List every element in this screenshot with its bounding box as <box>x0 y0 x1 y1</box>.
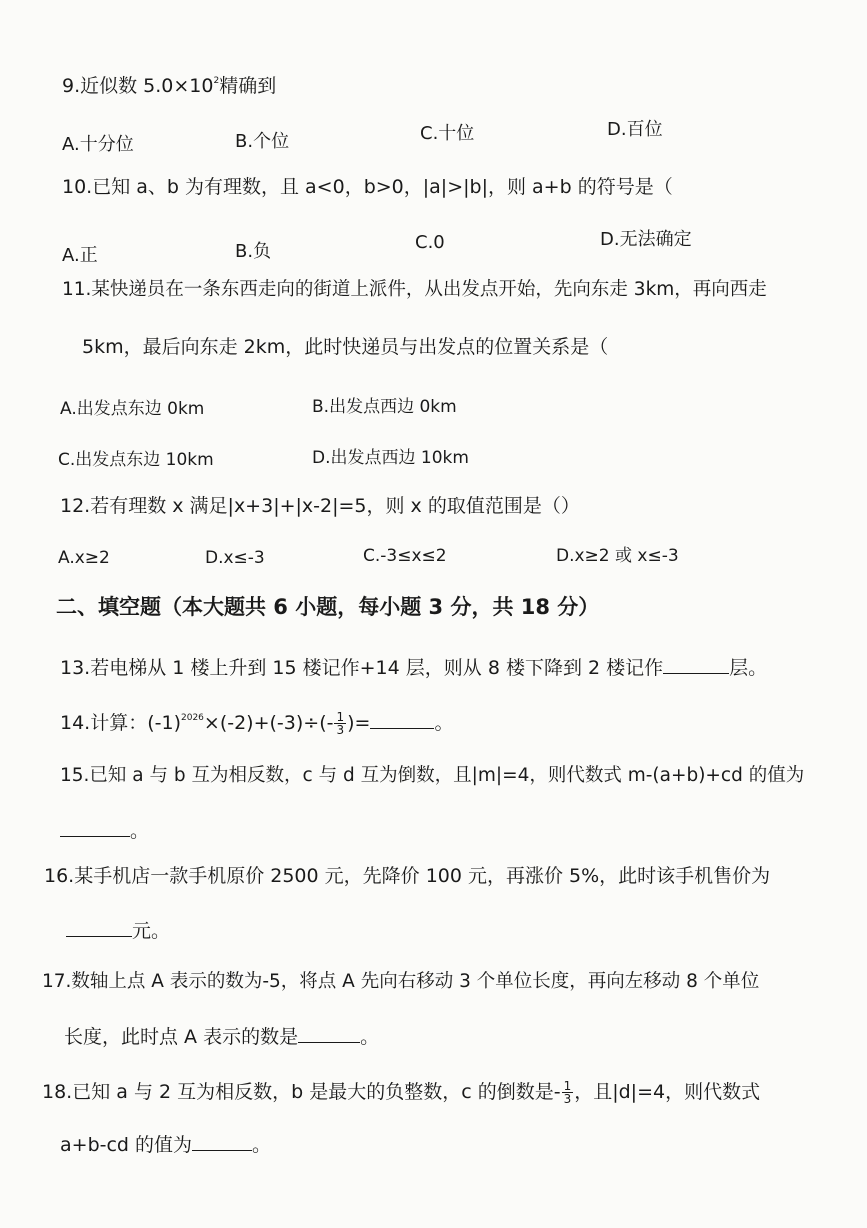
q14-fraction <box>334 711 346 736</box>
q9-option-c: C.十位 <box>420 123 475 144</box>
q18-fraction-numerator: 1 <box>563 1079 572 1093</box>
q14-exponent: 2026 <box>181 713 204 723</box>
q12-option-a: A.x≥2 <box>58 548 110 568</box>
q14-mid: ×(-2)+(-3)÷(- <box>203 712 334 734</box>
q17-answer-blank[interactable] <box>298 1024 360 1043</box>
q9-exponent: 2 <box>213 76 220 86</box>
q14-answer-blank[interactable] <box>370 710 434 729</box>
question-17-line-1: 17.数轴上点 A 表示的数为-5，将点 A 先向右移动 3 个单位长度，再向左移动 8 个单位 <box>42 971 760 992</box>
q16-tail: 元。 <box>132 920 171 942</box>
q16-answer-blank[interactable] <box>66 918 132 937</box>
question-18-line-2 <box>60 1132 271 1156</box>
q12-option-d: D.x≥2 或 x≤-3 <box>556 546 679 566</box>
q18-answer-blank[interactable] <box>192 1132 252 1151</box>
question-11-line-2: 5km，最后向东走 2km，此时快递员与出发点的位置关系是（ <box>82 336 609 358</box>
q17-tail: 。 <box>360 1026 380 1048</box>
question-16-line-1: 16.某手机店一款手机原价 2500 元，先降价 100 元，再涨价 5%，此时该手机售价为 <box>44 865 771 887</box>
question-12-stem: 12.若有理数 x 满足|x+3|+|x-2|=5，则 x 的取值范围是（） <box>60 495 580 517</box>
question-13 <box>60 655 767 679</box>
section-2-heading: 二、填空题（本大题共 6 小题，每小题 3 分，共 18 分） <box>56 595 600 619</box>
q10-option-a: A.正 <box>62 245 98 266</box>
q18-line-1-tail: ，且|d|=4，则代数式 <box>574 1081 761 1103</box>
q9-stem-tail: 精确到 <box>219 75 277 97</box>
q9-option-d: D.百位 <box>607 119 663 140</box>
question-11-line-1: 11.某快递员在一条东西走向的街道上派件，从出发点开始，先向东走 3km，再向西走 <box>62 279 767 300</box>
q14-end: )= <box>347 712 371 734</box>
q11-option-d: D.出发点西边 10km <box>312 448 469 468</box>
question-18-line-1 <box>42 1080 760 1105</box>
q14-prefix: 14.计算：(-1) <box>60 712 181 734</box>
q18-line-2-text: a+b-cd 的值为 <box>60 1134 193 1156</box>
q18-fraction-denominator: 3 <box>563 1092 572 1106</box>
q9-option-a: A.十分位 <box>62 134 134 155</box>
question-16-line-2 <box>66 918 170 942</box>
q12-option-c: C.-3≤x≤2 <box>363 546 447 566</box>
q13-tail: 层。 <box>729 657 768 679</box>
question-9-stem <box>62 76 276 97</box>
question-17-line-2 <box>64 1024 379 1048</box>
q11-option-a: A.出发点东边 0km <box>60 399 205 419</box>
question-15-line-2 <box>60 818 149 842</box>
question-15-line-1: 15.已知 a 与 b 互为相反数，c 与 d 互为倒数，且|m|=4，则代数式 m-(a+b)+cd 的值为 <box>60 765 805 786</box>
q18-tail: 。 <box>252 1134 272 1156</box>
q10-option-d: D.无法确定 <box>600 229 692 250</box>
q13-answer-blank[interactable] <box>663 655 729 674</box>
q12-option-b: D.x≤-3 <box>205 548 265 568</box>
q15-answer-blank[interactable] <box>60 818 130 837</box>
question-10-stem: 10.已知 a、b 为有理数，且 a<0，b>0，|a|>|b|，则 a+b 的符号是（ <box>62 176 673 198</box>
q14-fraction-denominator: 3 <box>336 723 345 737</box>
q9-stem-text: 9.近似数 5.0×10 <box>62 75 214 97</box>
q18-fraction <box>562 1080 574 1105</box>
q18-line-1-text: 18.已知 a 与 2 互为相反数，b 是最大的负整数，c 的倒数是- <box>42 1081 561 1103</box>
q10-option-b: B.负 <box>235 241 272 262</box>
q13-text: 13.若电梯从 1 楼上升到 15 楼记作+14 层，则从 8 楼下降到 2 楼记作 <box>60 657 664 679</box>
q10-option-c: C.0 <box>415 232 445 253</box>
q11-option-c: C.出发点东边 10km <box>58 450 214 470</box>
question-14 <box>60 710 453 736</box>
q11-option-b: B.出发点西边 0km <box>312 397 457 417</box>
q14-tail: 。 <box>434 712 454 734</box>
q14-fraction-numerator: 1 <box>336 710 345 724</box>
q15-tail: 。 <box>130 820 150 842</box>
q9-option-b: B.个位 <box>235 131 290 152</box>
q17-line-2-text: 长度，此时点 A 表示的数是 <box>64 1026 299 1048</box>
